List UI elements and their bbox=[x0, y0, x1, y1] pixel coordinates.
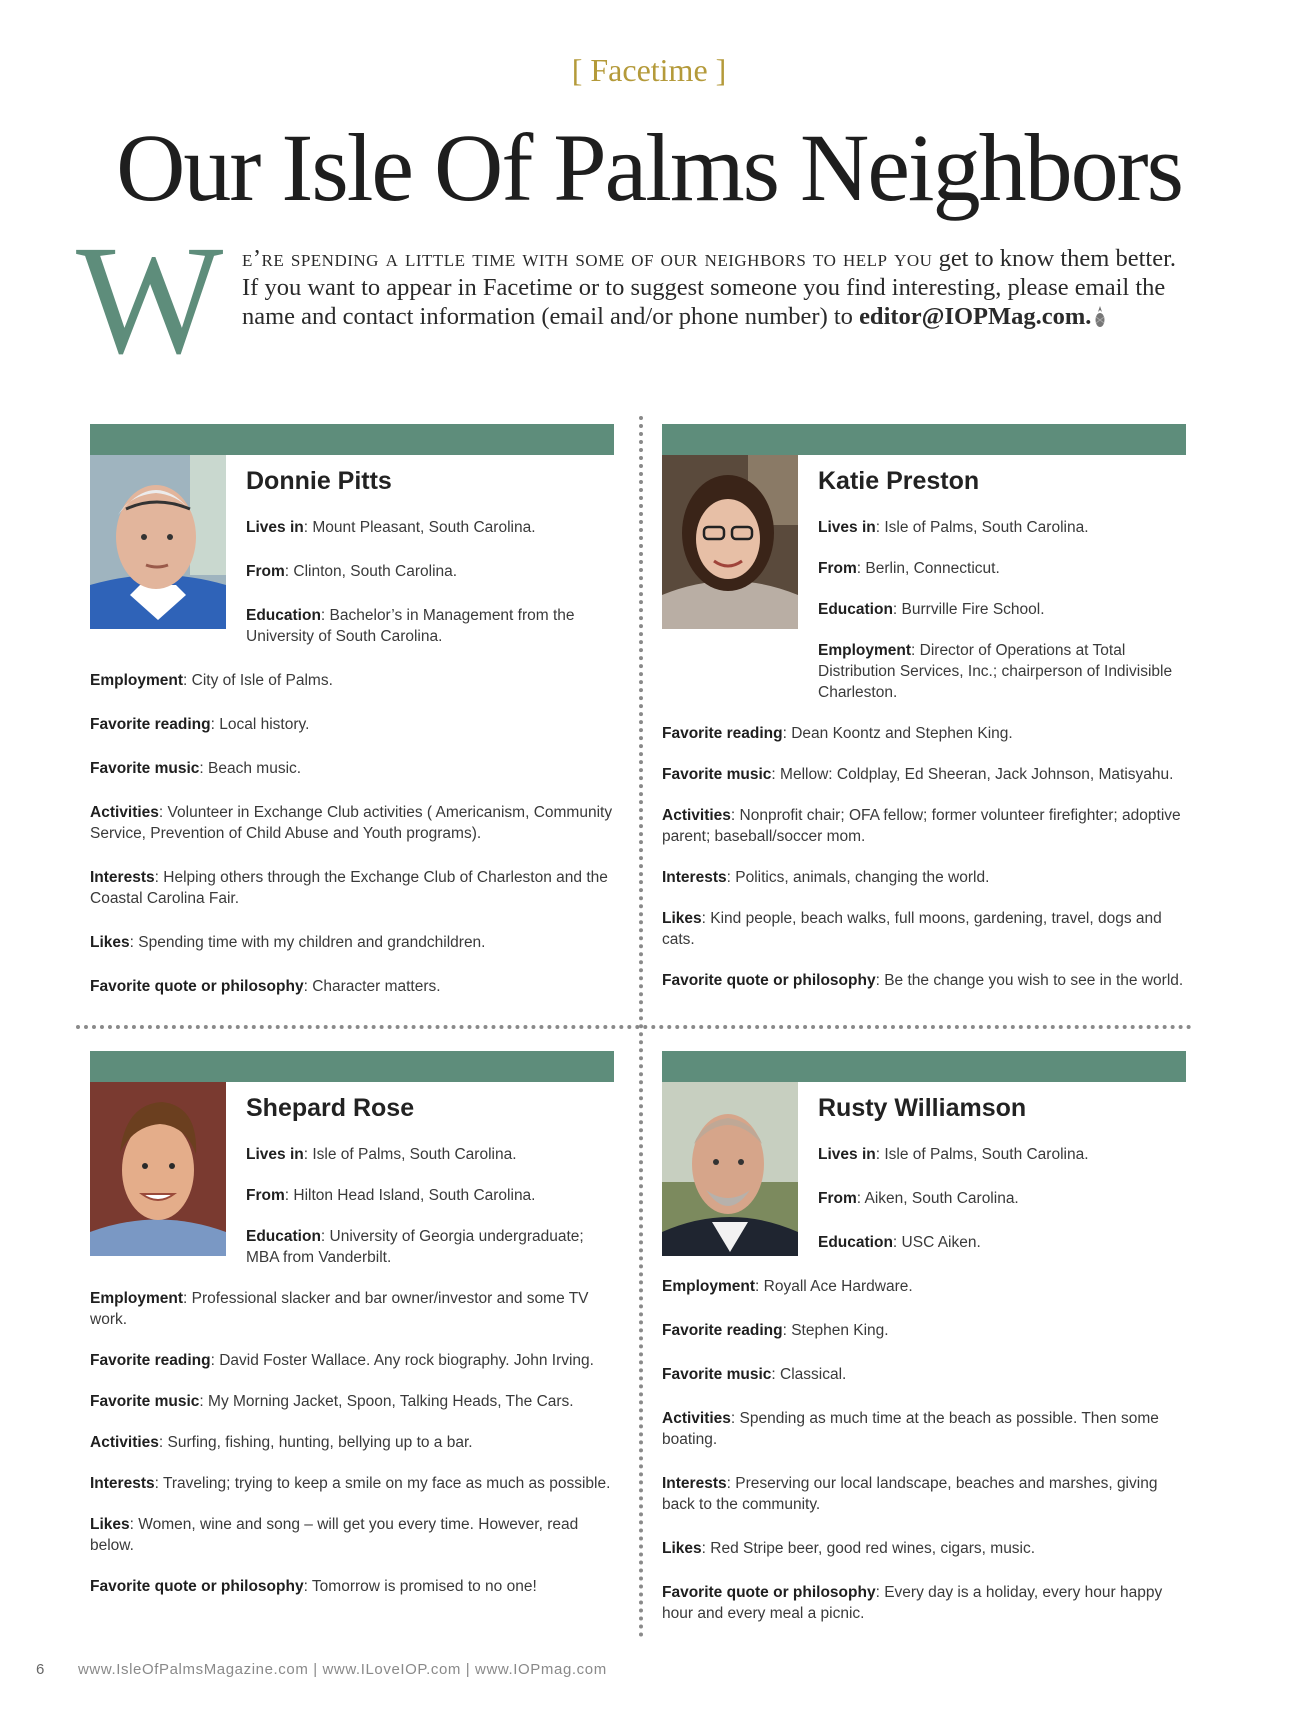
field-favorite-quote: Favorite quote or philosophy: Be the change you wish to see in the world. bbox=[662, 972, 1184, 989]
field-from: From: Clinton, South Carolina. bbox=[246, 563, 458, 580]
card-header-bar bbox=[662, 424, 1186, 455]
page-title: Our Isle Of Palms Neighbors bbox=[116, 114, 1182, 221]
field-employment: Employment: Director of Operations at Total Distribution Services, Inc.; chairperson of Indivisible Charleston. bbox=[818, 642, 1173, 701]
field-employment: Employment: City of Isle of Palms. bbox=[90, 672, 333, 689]
page-number: 6 bbox=[36, 1661, 45, 1678]
field-lives-in: Lives in: Isle of Palms, South Carolina. bbox=[818, 519, 1089, 536]
card-header-bar bbox=[662, 1051, 1186, 1082]
editor-email-link[interactable]: editor@IOPMag.com. bbox=[859, 303, 1092, 330]
field-activities: Activities: Nonprofit chair; OFA fellow; former volunteer firefighter; adoptive parent; baseball/soccer mom. bbox=[662, 807, 1181, 845]
field-employment: Employment: Professional slacker and bar owner/investor and some TV work. bbox=[90, 1290, 589, 1328]
profile-card-katie-preston bbox=[662, 424, 1186, 1014]
field-education: Education: USC Aiken. bbox=[818, 1234, 981, 1251]
field-favorite-reading: Favorite reading: Stephen King. bbox=[662, 1322, 889, 1339]
horizontal-divider bbox=[76, 1025, 1192, 1029]
intro-lead: e’re spending a little time with some of our neighbors to help you bbox=[242, 245, 933, 272]
field-from: From: Berlin, Connecticut. bbox=[818, 560, 1000, 577]
field-interests: Interests: Helping others through the Exchange Club of Charleston and the Coastal Carolina Fair. bbox=[90, 869, 608, 907]
profile-name: Katie Preston bbox=[818, 467, 980, 495]
page-footer bbox=[36, 1661, 607, 1678]
field-interests: Interests: Preserving our local landscape, beaches and marshes, giving back to the community. bbox=[662, 1475, 1158, 1513]
field-activities: Activities: Volunteer in Exchange Club activities ( Americanism, Community Service, Prevention of Child Abuse and Youth programs). bbox=[90, 804, 613, 842]
field-favorite-quote: Favorite quote or philosophy: Tomorrow is promised to no one! bbox=[90, 1578, 537, 1595]
field-education: Education: University of Georgia undergraduate; MBA from Vanderbilt. bbox=[246, 1228, 584, 1266]
profile-photo bbox=[662, 1082, 798, 1256]
profile-photo bbox=[662, 455, 798, 629]
card-header-bar bbox=[90, 1051, 614, 1082]
section-kicker: [ Facetime ] bbox=[571, 52, 727, 88]
card-header-bar bbox=[90, 424, 614, 455]
intro-block bbox=[76, 213, 1186, 386]
field-likes: Likes: Spending time with my children and grandchildren. bbox=[90, 934, 486, 951]
field-from: From: Hilton Head Island, South Carolina. bbox=[246, 1187, 536, 1204]
field-favorite-music: Favorite music: Beach music. bbox=[90, 760, 302, 777]
footer-links[interactable]: www.IsleOfPalmsMagazine.com | www.ILoveIOP.com | www.IOPmag.com bbox=[78, 1661, 607, 1678]
profile-photo bbox=[90, 1082, 226, 1256]
profile-name: Shepard Rose bbox=[246, 1094, 415, 1122]
field-lives-in: Lives in: Mount Pleasant, South Carolina. bbox=[246, 519, 536, 536]
drop-cap: W bbox=[76, 213, 224, 386]
field-likes: Likes: Red Stripe beer, good red wines, cigars, music. bbox=[662, 1540, 1036, 1557]
field-favorite-quote: Favorite quote or philosophy: Character matters. bbox=[90, 978, 441, 995]
field-education: Education: Burrville Fire School. bbox=[818, 601, 1045, 618]
profile-name: Rusty Williamson bbox=[818, 1094, 1027, 1122]
field-activities: Activities: Surfing, fishing, hunting, bellying up to a bar. bbox=[90, 1434, 473, 1451]
field-favorite-reading: Favorite reading: Dean Koontz and Stephen King. bbox=[662, 725, 1013, 742]
field-favorite-quote: Favorite quote or philosophy: Every day is a holiday, every hour happy hour and every meal a picnic. bbox=[662, 1584, 1163, 1622]
profile-card-rusty-williamson bbox=[662, 1051, 1186, 1647]
field-favorite-music: Favorite music: Mellow: Coldplay, Ed Sheeran, Jack Johnson, Matisyahu. bbox=[662, 766, 1174, 783]
field-activities: Activities: Spending as much time at the beach as possible. Then some boating. bbox=[662, 1410, 1159, 1448]
field-favorite-reading: Favorite reading: Local history. bbox=[90, 716, 310, 733]
field-favorite-music: Favorite music: My Morning Jacket, Spoon, Talking Heads, The Cars. bbox=[90, 1393, 574, 1410]
field-lives-in: Lives in: Isle of Palms, South Carolina. bbox=[818, 1146, 1089, 1163]
profile-card-donnie-pitts bbox=[90, 424, 614, 1020]
field-favorite-reading: Favorite reading: David Foster Wallace. Any rock biography. John Irving. bbox=[90, 1352, 594, 1369]
intro-paragraph bbox=[242, 244, 1182, 331]
field-interests: Interests: Traveling; trying to keep a smile on my face as much as possible. bbox=[90, 1475, 611, 1492]
profile-name: Donnie Pitts bbox=[246, 467, 392, 495]
field-favorite-music: Favorite music: Classical. bbox=[662, 1366, 847, 1383]
intro-body: get to know them better. If you want to appear in Facetime or to suggest someone you find interesting, please email the name and contact information (email and/or phone number) to bbox=[242, 245, 1177, 330]
field-lives-in: Lives in: Isle of Palms, South Carolina. bbox=[246, 1146, 517, 1163]
pineapple-icon bbox=[1095, 306, 1105, 328]
profile-photo bbox=[90, 455, 226, 629]
field-likes: Likes: Kind people, beach walks, full moons, gardening, travel, dogs and cats. bbox=[662, 910, 1162, 948]
profile-card-shepard-rose bbox=[90, 1051, 614, 1620]
field-education: Education: Bachelor’s in Management from the University of South Carolina. bbox=[246, 607, 575, 645]
field-interests: Interests: Politics, animals, changing the world. bbox=[662, 869, 990, 886]
field-likes: Likes: Women, wine and song – will get you every time. However, read below. bbox=[90, 1516, 579, 1554]
field-employment: Employment: Royall Ace Hardware. bbox=[662, 1278, 913, 1295]
field-from: From: Aiken, South Carolina. bbox=[818, 1190, 1019, 1207]
